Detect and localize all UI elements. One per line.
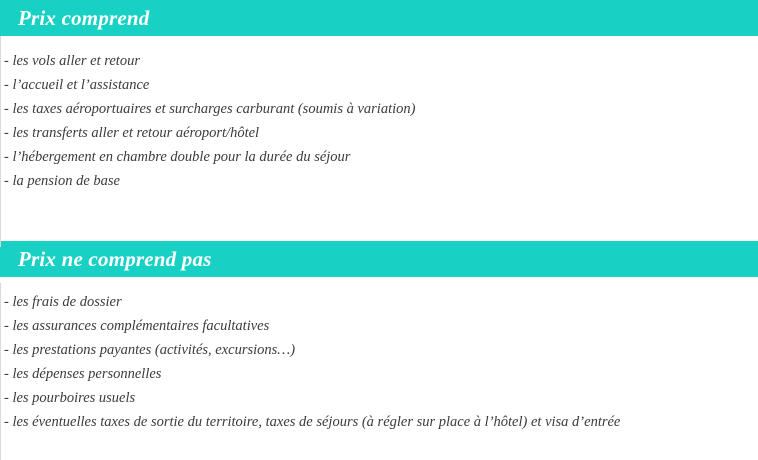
section-body-price-excludes: [0, 277, 758, 434]
section-title-price-includes: Prix comprend: [18, 5, 150, 30]
list-item: - les pourboires usuels: [4, 390, 136, 406]
list-item: - les éventuelles taxes de sortie du territoire, taxes de séjours (à régler sur place à l’hôtel) et visa d’entrée: [4, 414, 621, 430]
list-item: - les taxes aéroportuaires et surcharges carburant (soumis à variation): [4, 101, 416, 117]
section-body-price-includes: [0, 36, 758, 193]
section-spacer: [0, 193, 758, 241]
section-divider-left-rule-excludes: [0, 283, 1, 460]
section-header-price-excludes: [0, 241, 758, 277]
list-item: - les vols aller et retour: [4, 53, 140, 69]
list-item: - les frais de dossier: [4, 294, 122, 310]
list-item: - l’hébergement en chambre double pour la durée du séjour: [4, 149, 351, 165]
list-item: - la pension de base: [4, 173, 120, 189]
list-item: - les prestations payantes (activités, excursions…): [4, 342, 296, 358]
section-price-includes: [0, 0, 758, 193]
list-item: - les transferts aller et retour aéroport/hôtel: [4, 125, 260, 141]
section-divider-left-rule-includes: [0, 36, 1, 247]
section-price-excludes: [0, 241, 758, 434]
section-header-price-includes: [0, 0, 758, 36]
list-item: - les assurances complémentaires facultatives: [4, 318, 270, 334]
section-title-price-excludes: Prix ne comprend pas: [18, 246, 212, 271]
list-item: - les dépenses personnelles: [4, 366, 162, 382]
list-item: - l’accueil et l’assistance: [4, 77, 150, 93]
